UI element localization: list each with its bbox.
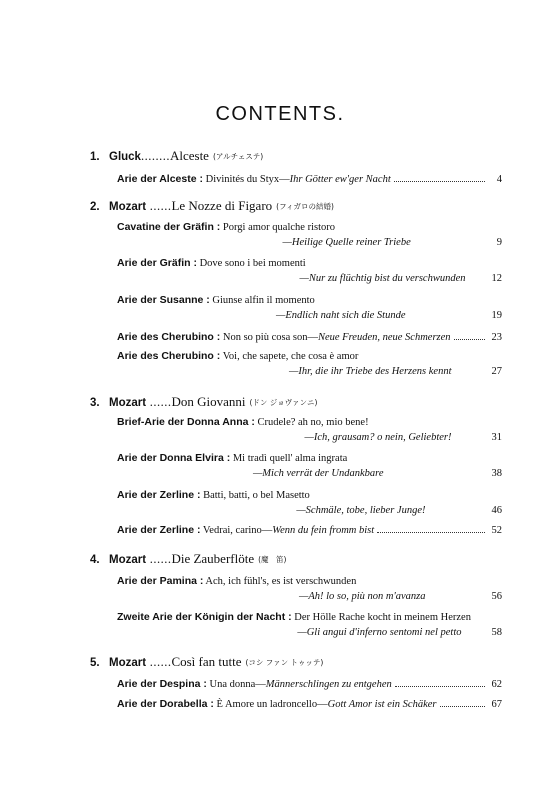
- aria-incipit: Giunse alfin il momento: [209, 295, 315, 306]
- entry-zauberflote-2: [117, 611, 502, 643]
- aria-translation: —Ah! lo so, più non m'avanza: [299, 591, 426, 602]
- aria-label: Arie der Susanne :: [117, 294, 210, 306]
- dot-leader: [395, 677, 485, 687]
- section-2-heading: [90, 198, 510, 214]
- section-number: 3.: [90, 397, 100, 409]
- composer: Mozart: [109, 201, 147, 213]
- opera-title: Così fan tutte: [171, 654, 242, 669]
- aria-translation: Ihr Götter ew'ger Nacht: [289, 174, 391, 185]
- page-number: 46: [491, 505, 502, 516]
- page-number: 9: [496, 237, 502, 248]
- aria-incipit: Crudele? ah no, mio bene!: [254, 417, 369, 428]
- aria-translation: —Schmäle, tobe, lieber Junge!: [296, 505, 426, 516]
- aria-incipit: Mi tradì quell' alma ingrata: [230, 453, 348, 464]
- aria-incipit: Vedrai, carino—: [200, 525, 273, 536]
- dot-leader: [394, 172, 485, 182]
- section-number: 2.: [90, 201, 100, 213]
- leader-dots: ......: [146, 199, 172, 213]
- entry-giovanni-3: [117, 489, 502, 521]
- opera-japanese-title: (ドン ジョヴァンニ): [249, 398, 318, 407]
- aria-incipit: Dove sono i bei momenti: [196, 258, 306, 269]
- entry-cosi-2: [117, 697, 502, 713]
- section-number: 5.: [90, 657, 100, 669]
- aria-translation: —Gli angui d'inferno sentomi nel petto: [297, 627, 462, 638]
- aria-incipit: È Amore un ladroncello—: [213, 699, 328, 710]
- aria-translation: —Nur zu flüchtig bist du verschwunden: [299, 273, 466, 284]
- entry-figaro-2: [117, 257, 502, 289]
- aria-incipit: Batti, batti, o bel Masetto: [200, 490, 310, 501]
- entry-giovanni-1: [117, 416, 502, 448]
- section-number: 1.: [90, 151, 100, 163]
- entry-figaro-3: [117, 294, 502, 326]
- leader-dots: ......: [146, 395, 172, 409]
- aria-label: Arie der Zerline :: [117, 524, 201, 536]
- aria-translation: —Ich, grausam? o nein, Geliebter!: [304, 432, 452, 443]
- section-4-heading: [90, 551, 510, 567]
- aria-incipit: Voi, che sapete, che cosa è amor: [220, 351, 359, 362]
- aria-translation: —Heilige Quelle reiner Triebe: [282, 237, 411, 248]
- entry-figaro-1: [117, 221, 502, 253]
- aria-translation: Wenn du fein fromm bist: [272, 525, 375, 536]
- entry-zauberflote-1: [117, 575, 502, 607]
- entry-figaro-4: [117, 330, 502, 346]
- section-number: 4.: [90, 554, 100, 566]
- entry-alceste: [117, 172, 502, 188]
- aria-label: Arie der Alceste :: [117, 173, 203, 185]
- composer: Mozart: [109, 554, 147, 566]
- composer: Mozart: [109, 397, 147, 409]
- page-number: 23: [491, 332, 502, 343]
- opera-japanese-title: (コシ ファン トゥッテ): [245, 658, 324, 667]
- aria-translation: Neue Freuden, neue Schmerzen: [317, 332, 451, 343]
- page-number: 58: [491, 627, 502, 638]
- page-number: 12: [491, 273, 502, 284]
- aria-translation: —Ihr, die ihr Triebe des Herzens kennt: [289, 366, 452, 377]
- page-number: 31: [491, 432, 502, 443]
- aria-label: Arie des Cherubino :: [117, 350, 221, 362]
- aria-label: Brief-Arie der Donna Anna :: [117, 416, 255, 428]
- aria-label: Arie der Despina :: [117, 678, 207, 690]
- aria-translation: —Mich verrät der Undankbare: [252, 468, 384, 479]
- aria-incipit: Der Hölle Rache kocht in meinem Herzen: [291, 612, 471, 623]
- composer: Mozart: [109, 657, 147, 669]
- page-number: 19: [491, 310, 502, 321]
- page-title: CONTENTS.: [215, 103, 345, 125]
- entry-figaro-5: [117, 350, 502, 382]
- aria-translation: Gott Amor ist ein Schäker: [327, 699, 437, 710]
- page-number: 62: [491, 679, 502, 690]
- opera-japanese-title: (アルチェステ): [212, 152, 264, 161]
- aria-incipit: Divinités du Styx—: [202, 174, 290, 185]
- page-number: 56: [491, 591, 502, 602]
- aria-incipit: Non so più cosa son—: [220, 332, 318, 343]
- section-3-heading: [90, 394, 510, 410]
- aria-label: Arie der Gräfin :: [117, 257, 197, 269]
- aria-label: Arie der Dorabella :: [117, 698, 214, 710]
- entry-giovanni-4: [117, 523, 502, 539]
- aria-label: Arie der Zerline :: [117, 489, 201, 501]
- aria-translation: —Endlich naht sich die Stunde: [276, 310, 406, 321]
- opera-title: Don Giovanni: [171, 394, 246, 409]
- opera-japanese-title: (フィガロの結婚): [276, 202, 334, 211]
- dot-leader: [440, 697, 486, 707]
- composer: Gluck: [109, 151, 141, 163]
- aria-label: Arie der Pamina :: [117, 575, 204, 587]
- opera-title: Alceste: [169, 148, 209, 163]
- leader-dots: ......: [146, 655, 172, 669]
- page-number: 4: [496, 174, 502, 185]
- aria-label: Zweite Arie der Königin der Nacht :: [117, 611, 292, 623]
- entry-cosi-1: [117, 677, 502, 693]
- opera-title: Die Zauberflöte: [171, 551, 255, 566]
- entry-giovanni-2: [117, 452, 502, 484]
- dot-leader: [377, 523, 485, 533]
- opera-japanese-title: (魔 笛): [258, 555, 287, 564]
- page-number: 38: [491, 468, 502, 479]
- leader-dots: ........: [140, 149, 170, 163]
- opera-title: Le Nozze di Figaro: [171, 198, 273, 213]
- aria-incipit: Ach, ich fühl's, es ist verschwunden: [203, 576, 357, 587]
- page-number: 52: [491, 525, 502, 536]
- section-1-heading: [90, 148, 510, 164]
- aria-label: Cavatine der Gräfin :: [117, 221, 221, 233]
- aria-label: Arie des Cherubino :: [117, 331, 221, 343]
- aria-incipit: Una donna—: [206, 679, 266, 690]
- aria-label: Arie der Donna Elvira :: [117, 452, 231, 464]
- section-5-heading: [90, 654, 510, 670]
- leader-dots: ......: [146, 552, 172, 566]
- aria-incipit: Porgi amor qualche ristoro: [220, 222, 335, 233]
- page-number: 27: [491, 366, 502, 377]
- dot-leader: [454, 330, 485, 340]
- page-number: 67: [491, 699, 502, 710]
- aria-translation: Männerschlingen zu entgehen: [265, 679, 392, 690]
